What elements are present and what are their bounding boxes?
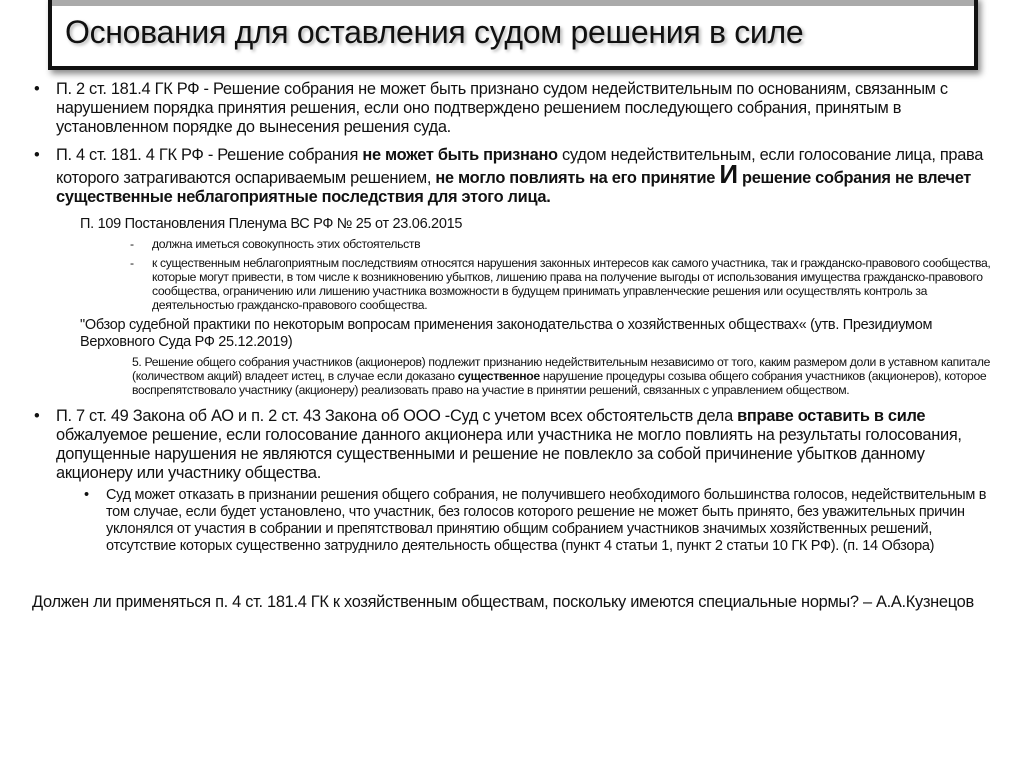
review-reference: "Обзор судебной практики по некоторым вопросам применения законодательства о хозяйственных обществах« (утв. Президиумом Верховного Суда РФ 25.12.2019)	[80, 317, 933, 350]
bullet-text-part: П. 4 ст. 181. 4 ГК РФ - Решение собрания	[56, 146, 363, 164]
dash-item-1	[34, 237, 994, 251]
review-text-bold: существенное	[457, 369, 540, 383]
question-text: Должен ли применяться п. 4 ст. 181.4 ГК к хозяйственным обществам, поскольку имеются специальные нормы? – А.А.Кузнецов	[32, 593, 974, 611]
sub-bullet-item	[34, 487, 994, 555]
bullet-text-bold: не могло повлиять на его принятие	[435, 169, 720, 187]
bullet-text: П. 2 ст. 181.4 ГК РФ - Решение собрания не может быть признано судом недействительным по основаниям, связанным с нарушением порядка принятия решения, если оно подтверждено решением последующего собрания, принятым в установленном порядке до вынесения решения суда.	[56, 80, 948, 136]
dash-item-text: к существенным неблагоприятным последствиям относятся нарушения законных интересов как самого участника, так и гражданско-правового сообщества, которые могут привести, в том числе к возникновению убытков, лишению права на получение выгоды от использования имущества гражданско-правового сообщества, ограничению или лишению участника возможности в будущем принимать управленческие решения или осуществлять контроль за деятельностью гражданско-правового сообщества.	[152, 256, 991, 312]
bullet-text-bold: не может быть признано	[362, 146, 558, 164]
bullet-item-3	[34, 407, 994, 483]
review-text-part: нарушение процедуры созыва общего собрания участников (акционеров), которое воспрепятствовало участнику (акционеру) реализовать право на участие в принятии решений, связанных с управлением обществом.	[132, 369, 987, 397]
slide-title: Основания для оставления судом решения в силе	[65, 14, 804, 50]
dash-item-2	[34, 256, 994, 312]
bullet-icon: •	[34, 407, 40, 425]
slide-content	[34, 80, 994, 612]
bullet-text-bold: вправе оставить в силе	[737, 407, 926, 425]
review-text-part: 5. Решение общего собрания участников (акционеров) подлежит признанию недействительным независимо от того, каким размером доли в уставном капитале (количеством акций) владеет истец, в случае если доказано	[132, 355, 991, 383]
title-box	[48, 0, 978, 70]
dash-item-text: должна иметься совокупность этих обстоятельств	[152, 237, 421, 251]
emphasis-and: И	[719, 159, 738, 189]
bullet-icon: •	[34, 146, 40, 164]
bullet-text-part: обжалуемое решение, если голосование данного акционера или участника не могло повлиять на результаты голосования, допущенные нарушения не являются существенными и решение не повлекло за собой причинение убытков данному акционеру или участнику общества.	[56, 426, 962, 482]
dash-icon: -	[130, 256, 134, 270]
dash-icon: -	[130, 237, 134, 251]
bullet-item-1	[34, 80, 994, 137]
bullet-icon: •	[84, 487, 89, 503]
sub-bullet-text: Суд может отказать в признании решения общего собрания, не получившего необходимого большинства голосов, недействительным в том случае, если будет установлено, что участник, без голосов которого решение не может быть принято, без уважительных причин уклонялся от участия в собрании и препятствовал принятию общим собранием участников значимых хозяйственных решений, отсутствие которых существенно затруднило деятельность общества (пункт 4 статьи 1, пункт 2 статьи 10 ГК РФ). (п. 14 Обзора)	[106, 487, 987, 554]
bullet-text-part: судом недействительным, если голосование лица, права которого затрагиваются оспариваемым решением,	[56, 146, 984, 187]
bullet-item-2	[34, 146, 994, 207]
bullet-text-part: П. 7 ст. 49 Закона об АО и п. 2 ст. 43 Закона об ООО -Суд с учетом всех обстоятельств дела	[56, 407, 738, 425]
bullet-icon: •	[34, 80, 40, 98]
review-item	[34, 355, 994, 397]
plenum-reference: П. 109 Постановления Пленума ВС РФ № 25 от 23.06.2015	[80, 216, 463, 232]
bullet-text-bold: решение собрания не влечет существенные неблагоприятные последствия для этого лица.	[56, 169, 972, 206]
